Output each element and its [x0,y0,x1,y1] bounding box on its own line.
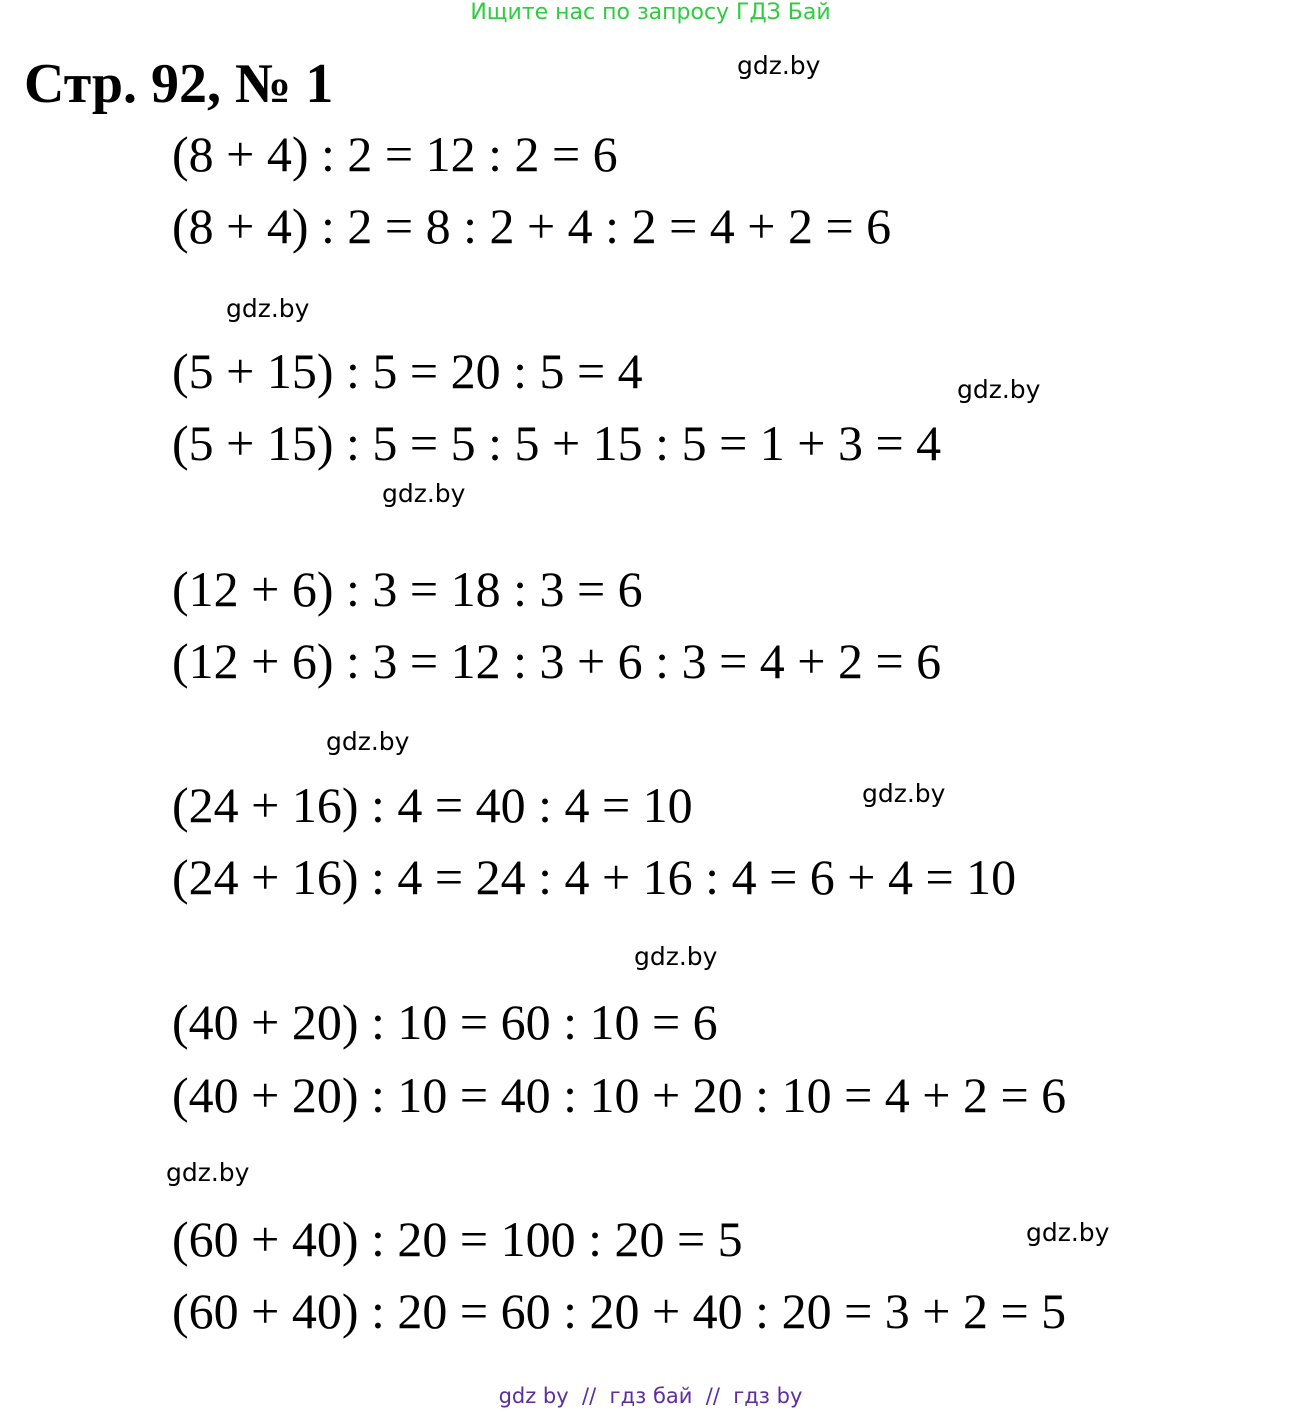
watermark: gdz.by [862,779,946,808]
equation-line: (40 + 20) : 10 = 60 : 10 = 6 [172,994,718,1050]
watermark: gdz.by [226,294,310,323]
equation-line: (24 + 16) : 4 = 40 : 4 = 10 [172,777,693,833]
equation-line: (5 + 15) : 5 = 20 : 5 = 4 [172,343,643,399]
watermark: gdz.by [166,1158,250,1187]
equation-line: (8 + 4) : 2 = 8 : 2 + 4 : 2 = 4 + 2 = 6 [172,198,892,254]
equation-line: (5 + 15) : 5 = 5 : 5 + 15 : 5 = 1 + 3 = 4 [172,415,942,471]
page-title: Стр. 92, № 1 [24,53,334,115]
equation-line: (12 + 6) : 3 = 12 : 3 + 6 : 3 = 4 + 2 = 6 [172,633,942,689]
footer-watermark: gdz by // гдз бай // гдз by [498,1384,803,1408]
watermark: gdz.by [326,727,410,756]
watermark: gdz.by [1026,1218,1110,1247]
watermark: gdz.by [957,375,1041,404]
equation-line: (60 + 40) : 20 = 100 : 20 = 5 [172,1211,743,1267]
search-banner: Ищите нас по запросу ГДЗ Бай [470,0,831,25]
equation-line: (12 + 6) : 3 = 18 : 3 = 6 [172,561,643,617]
equation-line: (60 + 40) : 20 = 60 : 20 + 40 : 20 = 3 + 2 = 5 [172,1283,1067,1339]
equation-line: (24 + 16) : 4 = 24 : 4 + 16 : 4 = 6 + 4 = 10 [172,849,1017,905]
equation-line: (40 + 20) : 10 = 40 : 10 + 20 : 10 = 4 + 2 = 6 [172,1067,1067,1123]
watermark: gdz.by [382,479,466,508]
watermark: gdz.by [737,51,821,80]
watermark: gdz.by [634,942,718,971]
equation-line: (8 + 4) : 2 = 12 : 2 = 6 [172,126,618,182]
